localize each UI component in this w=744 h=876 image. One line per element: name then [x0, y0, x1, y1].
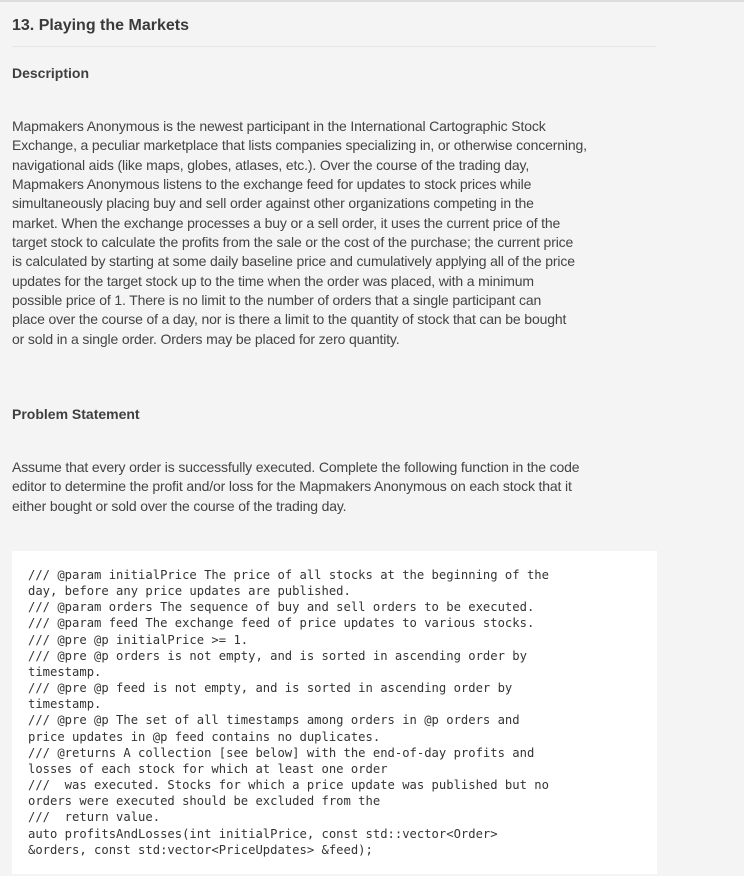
description-line: target stock to calculate the profits from the sale or the cost of the purchase; the current price [12, 234, 574, 251]
code-line: &orders, const std:vector<PriceUpdates> &feed); [28, 842, 373, 857]
code-block [12, 551, 657, 874]
code-line: /// was executed. Stocks for which a price update was published but no [28, 778, 549, 793]
code-line: /// @param initialPrice The price of all stocks at the beginning of the [28, 568, 549, 582]
description-line: updates for the target stock up to the time when the order was placed, with a minimum [12, 272, 534, 289]
problem-statement-line: editor to determine the profit and/or loss for the Mapmakers Anonymous on each stock that it [12, 478, 572, 495]
code-line: price updates in @p feed contains no duplicates. [28, 729, 381, 744]
title-divider [12, 46, 656, 47]
code-line: /// @pre @p orders is not empty, and is sorted in ascending order by [28, 648, 527, 663]
code-line: /// @pre @p The set of all timestamps among orders in @p orders and [28, 713, 520, 728]
description-line: Exchange, a peculiar marketplace that lists companies specializing in, or otherwise concerning, [12, 137, 587, 154]
description-line: place over the course of a day, nor is there a limit to the quantity of stock that can be bought [12, 311, 567, 328]
problem-statement-paragraph [12, 458, 662, 516]
description-line: market. When the exchange processes a buy or a sell order, it uses the current price of the [12, 214, 561, 231]
description-line: Mapmakers Anonymous listens to the exchange feed for updates to stock prices while [12, 176, 532, 193]
description-paragraph [12, 117, 662, 349]
code-line: /// return value. [28, 810, 161, 825]
function-signature-code [28, 567, 549, 858]
code-line: timestamp. [28, 697, 102, 712]
top-divider [0, 0, 744, 2]
code-line: losses of each stock for which at least one order [28, 761, 388, 776]
code-line: /// @param feed The exchange feed of price updates to various stocks. [28, 616, 535, 631]
description-line: Mapmakers Anonymous is the newest participant in the International Cartographic Stock [12, 118, 546, 134]
code-line: orders were executed should be excluded from the [28, 794, 381, 809]
code-line: day, before any price updates are published. [28, 584, 351, 599]
description-line: possible price of 1. There is no limit to the number of orders that a single participant can [12, 292, 542, 309]
code-line: /// @returns A collection [see below] with the end-of-day profits and [28, 745, 535, 760]
description-line: or sold in a single order. Orders may be placed for zero quantity. [12, 330, 400, 347]
code-line: auto profitsAndLosses(int initialPrice, const std::vector<Order> [28, 826, 498, 841]
problem-statement-line: Assume that every order is successfully executed. Complete the following function in the code [12, 459, 580, 475]
problem-statement-line: either bought or sold over the course of the trading day. [12, 497, 347, 514]
description-line: simultaneously placing buy and sell order against other organizations competing in the [12, 195, 534, 212]
description-heading: Description [12, 65, 90, 81]
description-line: navigational aids (like maps, globes, atlases, etc.). Over the course of the trading day, [12, 156, 530, 173]
code-line: /// @param orders The sequence of buy and sell orders to be executed. [28, 600, 535, 615]
description-line: is calculated by starting at some daily baseline price and cumulatively applying all of the price [12, 253, 575, 270]
problem-statement-heading: Problem Statement [12, 406, 140, 422]
code-line: timestamp. [28, 664, 102, 679]
code-line: /// @pre @p feed is not empty, and is sorted in ascending order by [28, 681, 513, 696]
code-line: /// @pre @p initialPrice >= 1. [28, 632, 249, 647]
page-title: 13. Playing the Markets [12, 17, 189, 34]
